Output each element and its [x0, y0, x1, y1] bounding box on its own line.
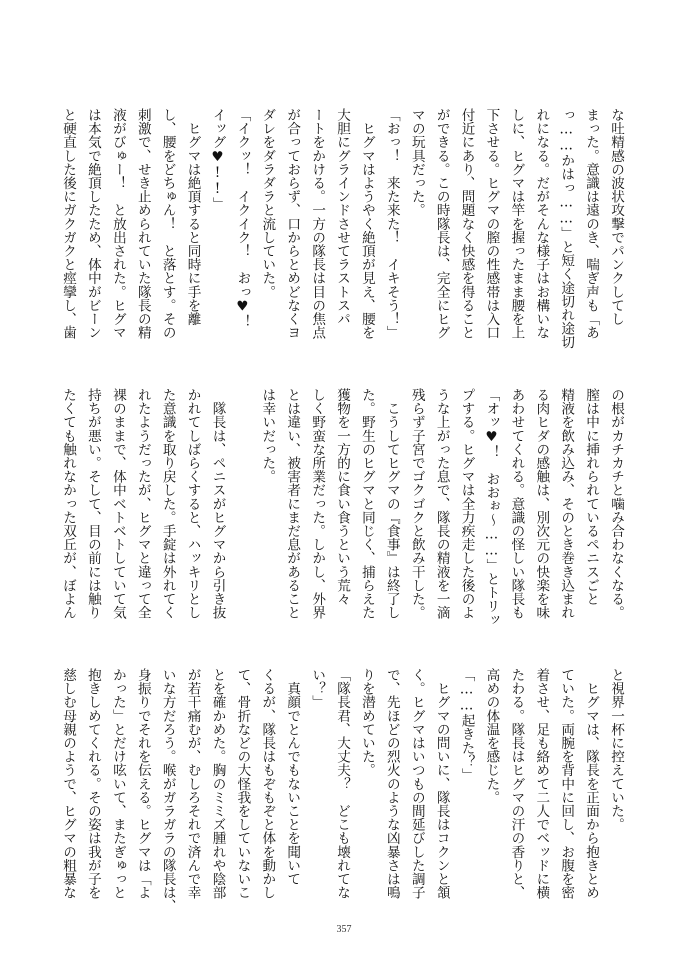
text-column: な吐精感の波状攻撃でパンクしてし: [608, 108, 624, 326]
text-column: と硬直した後にガクガクと痙攣し、歯: [60, 108, 77, 340]
text-column: しに、ヒグマは竿を握ったまま腰を上: [508, 108, 525, 340]
text-column: れになる。だがそんな様子はお構いな: [533, 108, 550, 340]
text-column: かれてしばらくすると、ハッキリとし: [184, 388, 201, 620]
text-column: 精液を飲み込み、そのとき巻き込まれ: [558, 388, 575, 620]
text-column: 高めの体温を感じた。: [483, 668, 500, 804]
text-column: ができる。この時隊長は、完全にヒグ: [433, 108, 450, 340]
text-column: プする。ヒグマは全力疾走した後のよ: [458, 388, 475, 620]
text-column: は幸いだった。: [259, 388, 276, 484]
text-tier-middle: [60, 388, 628, 633]
text-column: 隊長は、ペニスがヒグマから引き抜: [209, 388, 226, 620]
text-column: しく野蛮な所業だった。しかし、外界: [309, 388, 326, 620]
text-column: ヒグマはようやく絶頂が見え、腰を: [358, 108, 375, 340]
text-column: 「隊長君、大丈夫？ どこも壊れてな: [334, 668, 351, 900]
text-column: 「……起きた？」: [458, 668, 475, 782]
text-column: 大胆にグラインドさせてラストスパ: [334, 108, 351, 326]
text-column: 「おっ！ 来た来た！ イキそう！」: [383, 108, 400, 340]
text-column: 「イクッ！ イクイク！ おっ♥！: [234, 108, 251, 328]
text-column: た意識を取り戻した。手錠は外れてく: [159, 388, 176, 620]
text-column: ヒグマは、隊長を正面から抱きとめ: [583, 668, 600, 900]
text-column: 真顔でとんでもないことを聞いて: [284, 668, 301, 886]
text-column: 残らず子宮でゴクゴクと飲み干した。: [408, 388, 425, 620]
text-column: かった」とだけ呟いて、またぎゅっと: [109, 668, 126, 900]
text-column: が若干痛むが、むしろそれで済んで幸: [184, 668, 201, 900]
text-column: 慈しむ母親のようで、ヒグマの粗暴な: [60, 668, 77, 900]
text-column: [230, 388, 255, 633]
text-column: とは違い、被害者にまだ息があること: [284, 388, 301, 620]
text-column: た。野生のヒグマと同じく、捕らえた: [358, 388, 375, 620]
text-column: は本気で絶頂したため、体中がビーン: [84, 108, 101, 340]
text-column: とを確かめた。胸のミミズ腫れや陰部: [209, 668, 226, 900]
text-column: 獲物を一方的に食い食うという荒々: [334, 388, 351, 606]
text-column: 身振りでそれを伝える。ヒグマは「よ: [134, 668, 151, 900]
text-tier-bottom: [60, 668, 628, 913]
text-column: て、骨折などの大怪我をしていないこ: [234, 668, 251, 900]
text-column: 膣は中に挿れられているペニスごと: [583, 388, 600, 606]
text-column: で、先ほどの烈火のような凶暴さは鳴: [383, 668, 400, 900]
text-tier-top: [60, 108, 628, 353]
text-column: い？」: [309, 668, 326, 709]
text-column: 付近にあり、問題なく快感を得ること: [458, 108, 475, 340]
text-column: イッグ♥!!」: [209, 108, 226, 211]
text-column: 持ちが悪い。そして、目の前には触り: [84, 388, 101, 620]
text-column: し、腰をどちゅん！ と落とす。その: [159, 108, 176, 340]
page-number: 357: [336, 924, 352, 935]
text-column: る肉ヒダの感触は、別次元の快楽を味: [533, 388, 550, 620]
text-column: 刺激で、せき止められていた隊長の精: [134, 108, 151, 340]
text-column: いな方だろう。喉がガラガラの隊長は、: [159, 668, 176, 913]
text-column: ートをかける。一方の隊長は目の焦点: [309, 108, 326, 340]
text-column: 液がびゅー！ と放出された。ヒグマ: [109, 108, 126, 340]
text-column: ヒグマの問いに、隊長はコクンと頷: [433, 668, 450, 900]
text-column: が合っておらず、口からとめどなくヨ: [284, 108, 301, 340]
text-column: こうしてヒグマの『食事』は終了し: [383, 388, 400, 620]
text-column: うな上がった息で、隊長の精液を一滴: [433, 388, 450, 620]
text-column: っ……かはっ……」と短く途切れ途切: [558, 108, 575, 349]
text-column: 裸のままで、体中ベトベトしていて気: [109, 388, 126, 620]
text-column: の根がカチカチと噛み合わなくなる。: [608, 388, 624, 620]
text-column: と視界一杯に控えていた。: [608, 668, 624, 832]
text-column: マの玩具だった。: [408, 108, 425, 217]
text-column: ヒグマは絶頂すると同時に手を離: [184, 108, 201, 326]
text-column: たくても触れなかった双丘が、ぼよん: [60, 388, 77, 620]
text-column: 下させる。ヒグマの膣の性感帯は入口: [483, 108, 500, 340]
text-column: く。ヒグマはいつもの間延びした調子: [408, 668, 425, 900]
text-column: ていた。両腕を背中に回し、お腹を密: [558, 668, 575, 900]
text-column: 抱きしめてくれる。その姿は我が子を: [84, 668, 101, 900]
text-column: ダレをダラダラと流していた。: [259, 108, 276, 299]
text-column: あわせてくれる。意識の怪しい隊長も: [508, 388, 525, 620]
text-column: れたようだったが、ヒグマと違って全: [134, 388, 151, 620]
text-column: りを潜めていた。: [358, 668, 375, 777]
text-column: たわる。隊長はヒグマの汗の香りと、: [508, 668, 525, 900]
text-column: まった。意識は遠のき、喘ぎ声も「あ: [583, 108, 600, 340]
text-column: 「オッ♥！ おおぉ～……」とトリッ: [483, 388, 500, 627]
text-column: 着させ、足も絡めて二人でベッドに横: [533, 668, 550, 900]
text-column: くるが、隊長はもぞもぞと体を動かし: [259, 668, 276, 900]
